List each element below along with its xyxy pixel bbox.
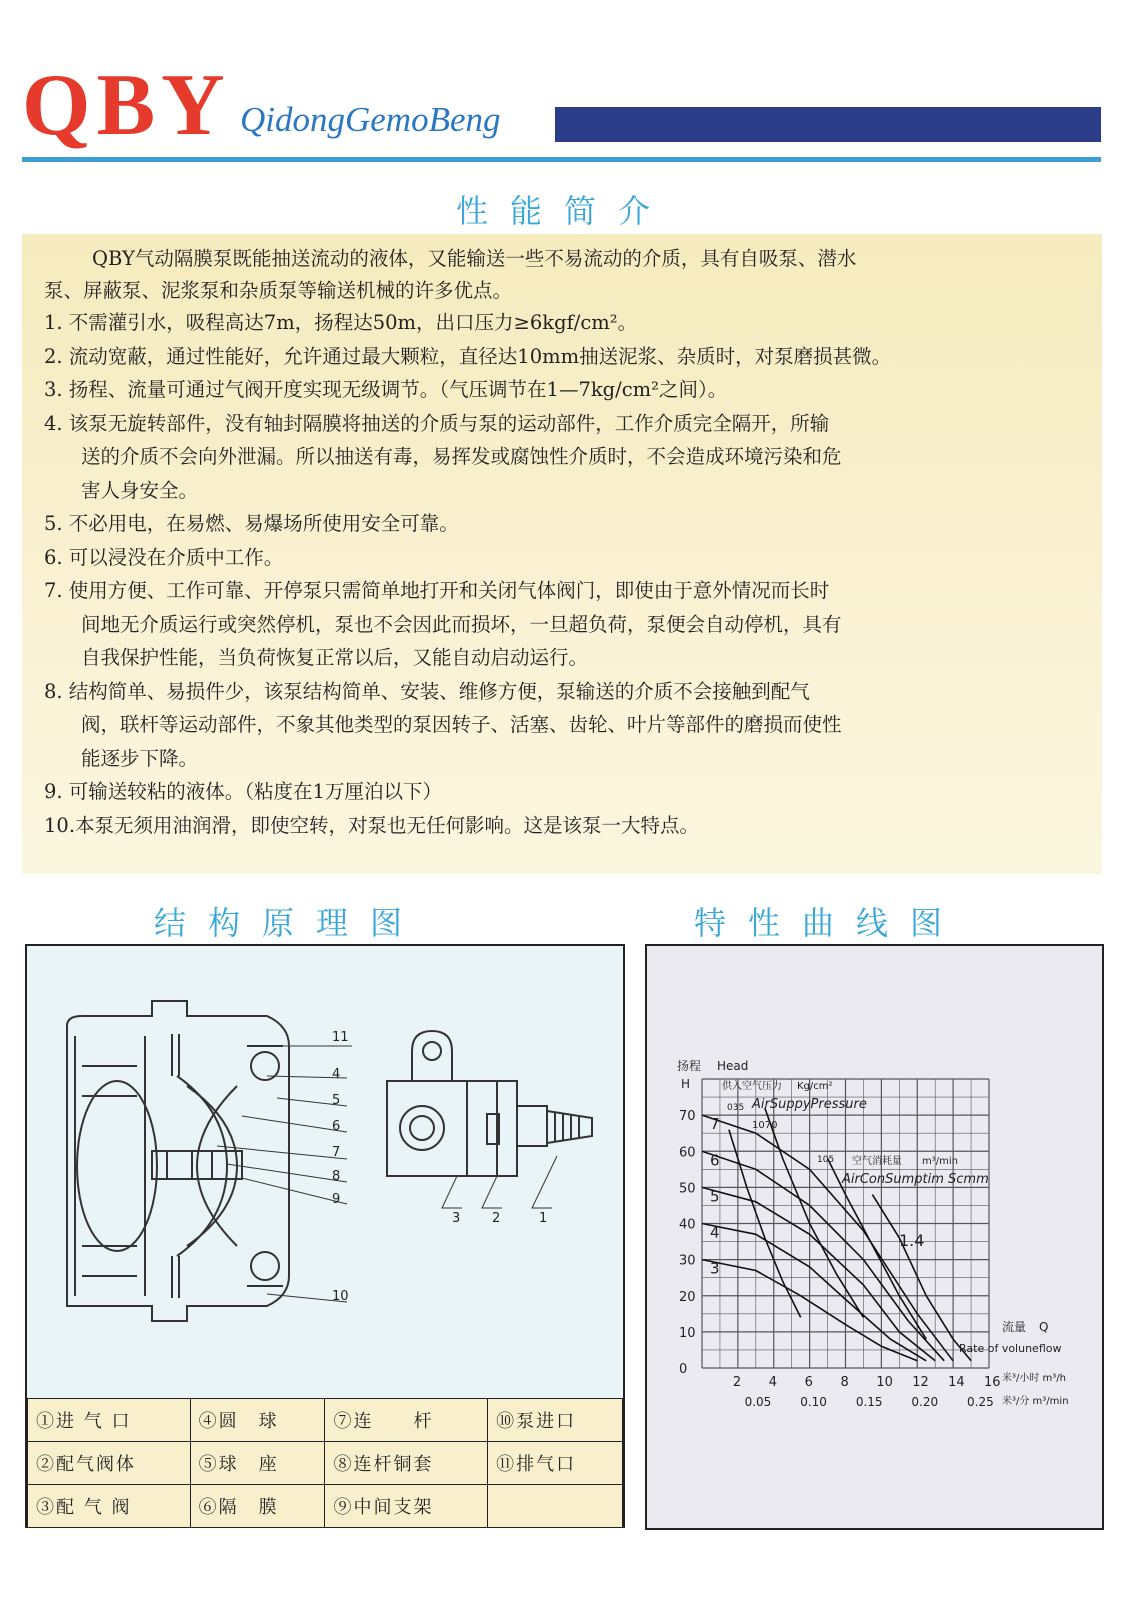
- y-tick-label: 10: [679, 1325, 696, 1341]
- callout-3: 3: [452, 1211, 461, 1226]
- legend-cell: ④圆 球: [190, 1399, 325, 1442]
- legend-cell: [488, 1485, 623, 1528]
- feature-item-4-cont: 害人身安全。: [81, 478, 199, 502]
- consumption-unit: m³/min: [922, 1156, 958, 1167]
- feature-item-7: 7. 使用方便、工作可靠、开停泵只需简单地打开和关闭气体阀门，即使由于意外情况而长时: [44, 579, 830, 602]
- pressure-tick-label: 4: [710, 1223, 720, 1242]
- structure-panel: [25, 944, 625, 1528]
- y-tick-label: 30: [679, 1253, 696, 1269]
- feature-item-8: 8. 结构简单、易损件少，该泵结构简单、安装、维修方便，泵输送的介质不会接触到配气: [44, 679, 810, 703]
- callout-1: 1: [539, 1211, 548, 1226]
- page-header: [0, 0, 1131, 170]
- x-tick-label: 12: [912, 1375, 929, 1390]
- x-axis-label-cn: 流量: [1002, 1320, 1027, 1334]
- x-tick-label: 2: [732, 1375, 742, 1390]
- pressure-tick-label: 7: [710, 1115, 720, 1134]
- feature-item-1: 1. 不需灌引水，吸程高达7m，扬程达50m，出口压力≥6kgf/cm²。: [44, 311, 638, 334]
- performance-curve-chart: [647, 946, 1102, 1528]
- curve-title: 特性曲线图: [694, 904, 965, 942]
- callout-7: 7: [332, 1145, 341, 1160]
- pressure-tick-label: 6: [710, 1151, 720, 1170]
- y-axis-symbol: H: [681, 1077, 691, 1091]
- x-tick-label: 4: [768, 1375, 778, 1390]
- curve-panel: [645, 944, 1104, 1530]
- y-axis-label-cn: 扬程: [677, 1059, 702, 1073]
- label-105: 105: [817, 1155, 835, 1165]
- feature-item-7-cont: 自我保护性能，当负荷恢复正常以后，又能自动启动运行。: [81, 646, 589, 669]
- x-tick-label: 10: [876, 1375, 893, 1390]
- legend-cell: ③配 气 阀: [28, 1485, 191, 1528]
- callout-2: 2: [492, 1211, 501, 1226]
- feature-item-10: 10.本泵无须用油润滑，即使空转，对泵也无任何影响。这是该泵一大特点。: [44, 813, 700, 837]
- y-tick-label: 60: [679, 1145, 696, 1161]
- callout-8: 8: [332, 1169, 341, 1184]
- x2-tick-label: 0.10: [800, 1395, 827, 1409]
- x-axis-label-en: Rate of voluneflow: [959, 1342, 1062, 1355]
- legend-cell: ⑤球 座: [190, 1442, 325, 1485]
- legend-cell: ⑧连杆铜套: [325, 1442, 488, 1485]
- x-tick-label: 14: [948, 1375, 965, 1390]
- legend-cell: ①进 气 口: [28, 1399, 191, 1442]
- x2-tick-label: 0.25: [967, 1395, 994, 1409]
- parts-legend: [27, 1398, 623, 1528]
- feature-item-4-cont: 送的介质不会向外泄漏。所以抽送有毒，易挥发或腐蚀性介质时，不会造成环境污染和危: [81, 445, 842, 468]
- y-axis-label-en: Head: [717, 1059, 749, 1073]
- x-tick-label: 6: [804, 1375, 813, 1390]
- feature-item-6: 6. 可以浸没在介质中工作。: [44, 545, 284, 569]
- legend-cell: ②配气阀体: [28, 1442, 191, 1485]
- y-tick-label: 50: [679, 1181, 696, 1197]
- x2-tick-label: 0.05: [744, 1395, 772, 1409]
- feature-item-7-cont: 间地无介质运行或突然停机，泵也不会因此而损坏，一旦超负荷，泵便会自动停机，具有: [81, 612, 842, 636]
- intro-lead-2: 泵、屏蔽泵、泥浆泵和杂质泵等输送机械的许多优点。: [44, 279, 513, 302]
- legend-cell: ⑨中间支架: [325, 1485, 488, 1528]
- pressure-tick-label: 3: [710, 1259, 720, 1278]
- label-070: 1070: [752, 1120, 778, 1131]
- consumption-label-cn: 空气消耗量: [852, 1156, 902, 1167]
- feature-item-3: 3. 扬程、流量可通过气阀开度实现无级调节。（气压调节在1—7kg/cm²之间）。: [44, 378, 728, 401]
- unit-min: 米³/分 m³/min: [1002, 1396, 1069, 1407]
- callout-5: 5: [332, 1093, 341, 1108]
- pressure-unit: Kg/cm²: [797, 1081, 833, 1092]
- x2-tick-label: 0.20: [911, 1395, 939, 1409]
- legend-cell: ⑩泵进口: [488, 1399, 623, 1442]
- pressure-label-cn: 供入空气压力: [722, 1081, 782, 1092]
- series-line-3: [702, 1224, 926, 1361]
- callout-4: 4: [332, 1067, 341, 1082]
- structure-title: 结构原理图: [154, 904, 425, 942]
- callout-11: 11: [332, 1030, 349, 1045]
- feature-item-8-cont: 阀，联杆等运动部件，不象其他类型的泵因转子、活塞、齿轮、叶片等部件的磨损而使性: [81, 713, 842, 736]
- legend-cell: ⑦连 杆: [325, 1399, 488, 1442]
- callout-10: 10: [332, 1289, 349, 1304]
- x-axis-symbol: Q: [1039, 1320, 1049, 1334]
- callout-6: 6: [332, 1119, 341, 1134]
- unit-hour: 米³/小时 m³/h: [1002, 1373, 1067, 1384]
- intro-lead-1: QBY气动隔膜泵既能抽送流动的液体，又能输送一些不易流动的介质，具有自吸泵、潜水: [92, 247, 857, 270]
- y-tick-label: 70: [679, 1109, 696, 1125]
- feature-item-9: 9. 可输送较粘的液体。（粘度在1万厘泊以下）: [44, 780, 442, 803]
- y-tick-label: 0: [679, 1362, 688, 1377]
- legend-cell: ⑥隔 膜: [190, 1485, 325, 1528]
- pump-structure-diagram: [27, 946, 623, 1398]
- brand-logo: QBY: [22, 57, 231, 154]
- y-tick-label: 40: [679, 1217, 696, 1233]
- header-bar: [555, 107, 1101, 142]
- x-tick-label: 16: [984, 1375, 1001, 1390]
- header-divider: [22, 157, 1101, 162]
- legend-cell: ⑪排气口: [488, 1442, 623, 1485]
- feature-item-4: 4. 该泵无旋转部件，没有轴封隔膜将抽送的介质与泵的运动部件，工作介质完全隔开，所输: [44, 411, 830, 435]
- feature-item-8-cont: 能逐步下降。: [81, 746, 199, 770]
- pressure-tick-label: 5: [710, 1187, 720, 1206]
- feature-item-5: 5. 不必用电，在易燃、易爆场所使用安全可靠。: [44, 512, 459, 535]
- brand-subtitle: QidongGemoBeng: [240, 100, 501, 139]
- consumption-label-en: AirConSumptim Scmm: [842, 1172, 989, 1187]
- feature-item-2: 2. 流动宽蔽，通过性能好，允许通过最大颗粒，直径达10mm抽送泥浆、杂质时，对泵磨损甚微。: [44, 344, 892, 368]
- intro-title: 性能简介: [456, 192, 673, 230]
- callout-9: 9: [332, 1192, 341, 1207]
- intro-panel: [22, 234, 1102, 874]
- x-tick-label: 8: [840, 1375, 849, 1390]
- pressure-label-en: AirSuppyPressure: [752, 1097, 867, 1112]
- label-14: 1.4: [899, 1231, 925, 1250]
- x2-tick-label: 0.15: [855, 1395, 883, 1409]
- y-tick-label: 20: [679, 1289, 696, 1305]
- label-035: 035: [727, 1103, 745, 1113]
